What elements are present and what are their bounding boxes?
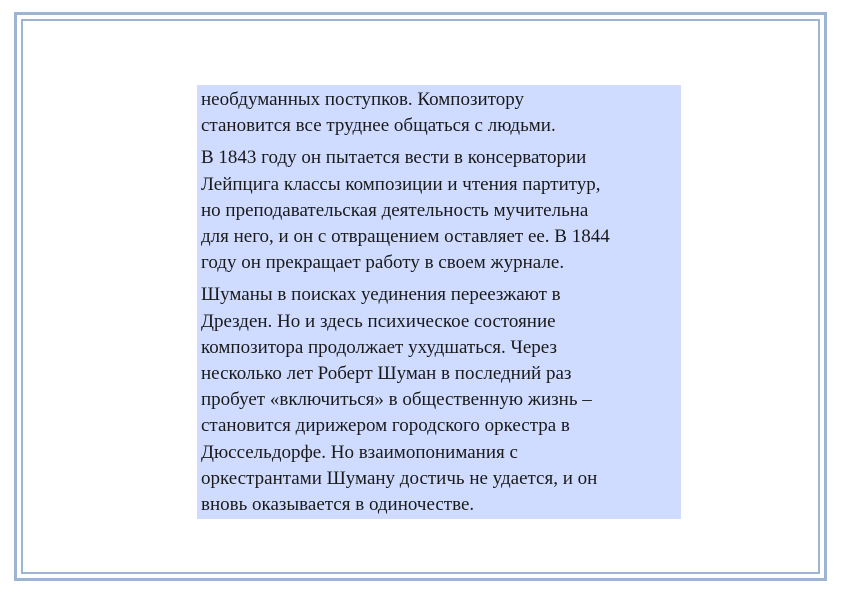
paragraph-3: Шуманы в поисках уединения переезжают в Дрезден. Но и здесь психическое состояние композитора продолжает ухудшаться. Через несколько лет Роберт Шуман в последний раз пробует «включиться» в общественную жизнь – становится дирижером городского оркестра в Дюссельдорфе. Но взаимопонимания с оркестрантами Шуману достичь не удается, и он вновь оказывается в одиночестве. [201, 284, 598, 516]
paragraph-1: необдуманных поступков. Композитору становится все труднее общаться с людьми. [201, 89, 556, 137]
text-box [197, 85, 681, 519]
paragraph-2: В 1843 году он пытается вести в консерватории Лейпцига классы композиции и чтения партитур, но преподавательская деятельность мучительна для него, и он с отвращением оставляет ее. В 1844 году он прекращает работу в своем журнале. [201, 147, 610, 274]
